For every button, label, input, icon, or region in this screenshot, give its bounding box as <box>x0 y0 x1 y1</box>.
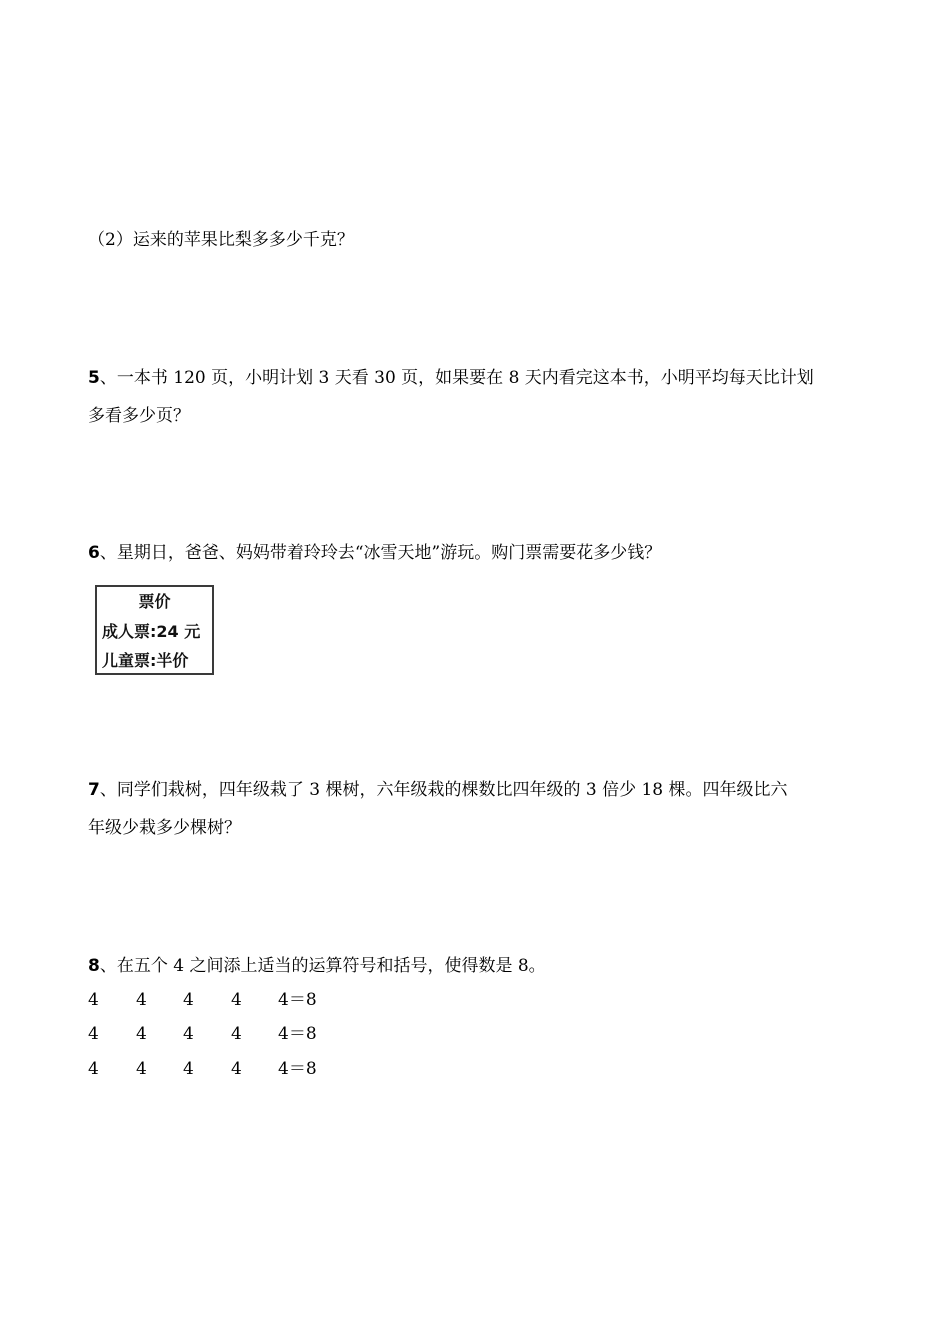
q8-line <box>88 956 546 976</box>
ticket-price-box <box>95 585 214 675</box>
q8-number: 8 <box>88 956 100 976</box>
eq-num: 4 <box>231 1059 242 1079</box>
q6-text: 、星期日，爸爸、妈妈带着玲玲去“冰雪天地”游玩。购门票需要花多少钱？ <box>99 543 662 563</box>
eq-num: 4 <box>183 990 194 1010</box>
eq-num: 4 <box>136 990 147 1010</box>
eq-num: 4 <box>88 990 99 1010</box>
q7-text-line1: 、同学们栽树，四年级栽了 3 棵树，六年级栽的棵数比四年级的 3 倍少 18 棵。四年级比六 <box>99 780 788 800</box>
ticket-child-price: 儿童票:半价 <box>102 651 189 670</box>
eq-result: 4＝8 <box>278 1059 317 1079</box>
eq-num: 4 <box>88 1059 99 1079</box>
equation-row <box>88 1059 328 1079</box>
q7-line1 <box>88 780 788 800</box>
eq-num: 4 <box>231 990 242 1010</box>
q4-part2-text: （2）运来的苹果比梨多多少千克？ <box>88 230 354 250</box>
eq-num: 4 <box>231 1024 242 1044</box>
q5-number: 5 <box>88 368 100 388</box>
q7-line2: 年级少栽多少棵树？ <box>88 818 241 838</box>
q5-line2: 多看多少页？ <box>88 406 190 426</box>
eq-num: 4 <box>136 1059 147 1079</box>
eq-num: 4 <box>88 1024 99 1044</box>
q6-line <box>88 543 661 563</box>
eq-result: 4＝8 <box>278 990 317 1010</box>
ticket-adult-price: 成人票:24 元 <box>102 622 201 641</box>
q8-text: 、在五个 4 之间添上适当的运算符号和括号，使得数是 8。 <box>99 956 546 976</box>
eq-num: 4 <box>183 1059 194 1079</box>
equation-row <box>88 1024 328 1044</box>
ticket-title: 票价 <box>138 592 171 611</box>
equation-row <box>88 990 328 1010</box>
eq-result: 4＝8 <box>278 1024 317 1044</box>
q5-text-line1: 、一本书 120 页，小明计划 3 天看 30 页，如果要在 8 天内看完这本书，小明平均每天比计划 <box>99 368 814 388</box>
q7-number: 7 <box>88 780 100 800</box>
eq-num: 4 <box>183 1024 194 1044</box>
q6-number: 6 <box>88 543 100 563</box>
eq-num: 4 <box>136 1024 147 1044</box>
q5-line1 <box>88 368 814 388</box>
